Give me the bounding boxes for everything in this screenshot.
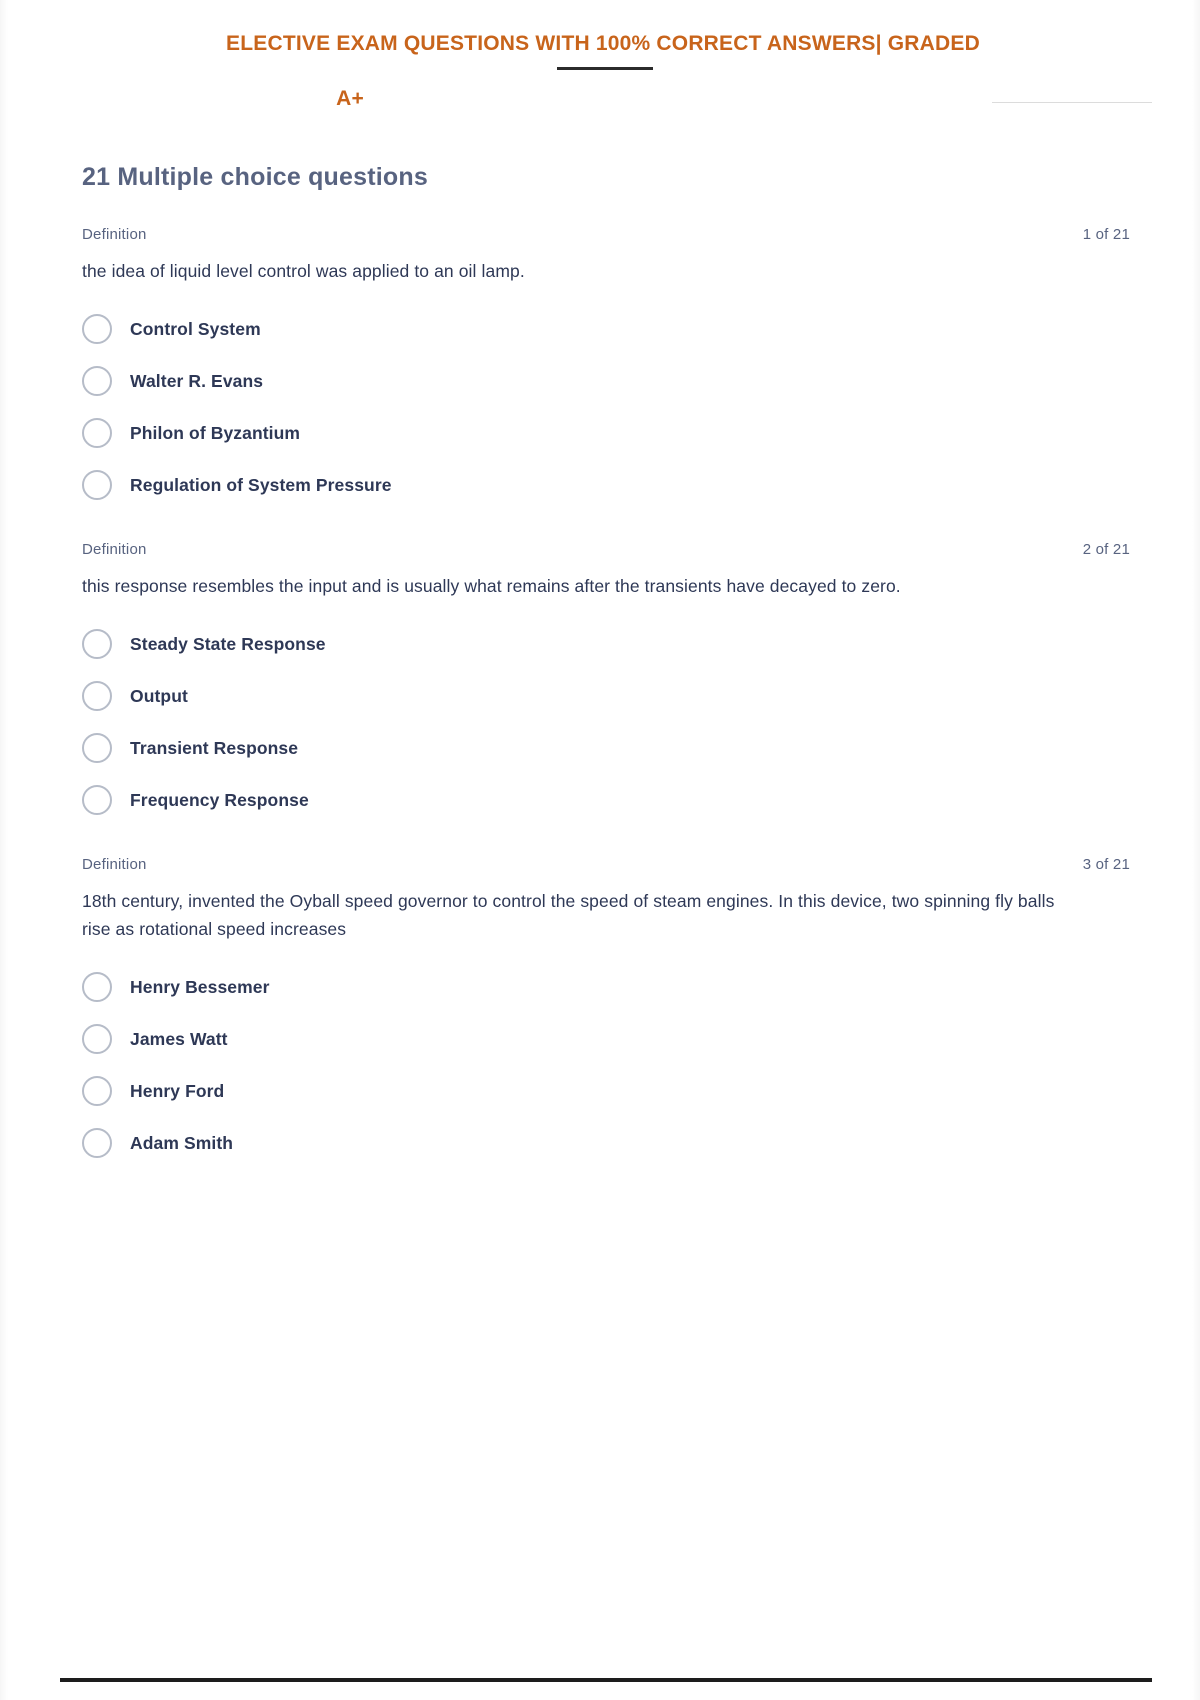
answer-option-label: Walter R. Evans [130,370,264,391]
radio-button-icon[interactable] [82,1128,112,1158]
question-block [60,856,1140,1169]
answer-option-label: Adam Smith [130,1132,234,1153]
answer-option-label: Regulation of System Pressure [130,474,392,495]
question-block [60,226,1140,511]
radio-button-icon[interactable] [82,470,112,500]
footer-divider [60,1678,1152,1682]
question-counter: 3 of 21 [1082,856,1130,874]
answer-option[interactable] [82,722,1140,774]
answer-option[interactable] [82,1013,1140,1065]
question-prompt: the idea of liquid level control was applied to an oil lamp. [82,261,525,282]
answer-option[interactable] [82,355,1140,407]
radio-button-icon[interactable] [82,629,112,659]
question-counter: 1 of 21 [1082,226,1130,244]
answer-option-label: Transient Response [130,737,299,758]
document-title-grade: A+ [336,86,364,110]
question-prompt: this response resembles the input and is usually what remains after the transients have decayed to zero. [82,576,901,597]
question-type-label: Definition [82,541,147,559]
document-title-text: ELECTIVE EXAM QUESTIONS WITH 100% CORRECT ANSWERS| GRADED [226,32,980,55]
radio-button-icon[interactable] [82,366,112,396]
radio-button-icon[interactable] [82,733,112,763]
answer-option[interactable] [82,407,1140,459]
question-prompt: 18th century, invented the Oyball speed governor to control the speed of steam engines. In this device, two spinning fly balls rise as rotational speed increases [82,891,1055,940]
radio-button-icon[interactable] [82,972,112,1002]
title-blank-line [557,67,653,70]
quiz-content [0,163,1200,1169]
document-title [60,28,1140,115]
page-title: 21 Multiple choice questions [82,163,428,192]
answer-option[interactable] [82,459,1140,511]
answer-option-label: Frequency Response [130,789,309,810]
answer-option-label: Philon of Byzantium [130,422,301,443]
radio-button-icon[interactable] [82,785,112,815]
answer-option-label: James Watt [130,1028,228,1049]
answer-option-label: Output [130,685,188,706]
question-counter: 2 of 21 [1082,541,1130,559]
answer-option[interactable] [82,774,1140,826]
question-type-label: Definition [82,856,147,874]
question-meta [82,226,1130,243]
answer-option[interactable] [82,1065,1140,1117]
answer-option[interactable] [82,670,1140,722]
answer-option[interactable] [82,961,1140,1013]
radio-button-icon[interactable] [82,681,112,711]
question-type-label: Definition [82,226,147,244]
answer-option-label: Steady State Response [130,633,326,654]
radio-button-icon[interactable] [82,314,112,344]
radio-button-icon[interactable] [82,1024,112,1054]
question-block [60,541,1140,826]
answer-option-label: Control System [130,318,261,339]
answer-option-label: Henry Bessemer [130,976,270,997]
question-meta [82,856,1130,873]
answer-option[interactable] [82,303,1140,355]
radio-button-icon[interactable] [82,418,112,448]
question-meta [82,541,1130,558]
document-header [0,0,1200,115]
radio-button-icon[interactable] [82,1076,112,1106]
header-divider [992,102,1152,103]
answer-option-label: Henry Ford [130,1080,225,1101]
answer-option[interactable] [82,1117,1140,1169]
answer-option[interactable] [82,618,1140,670]
